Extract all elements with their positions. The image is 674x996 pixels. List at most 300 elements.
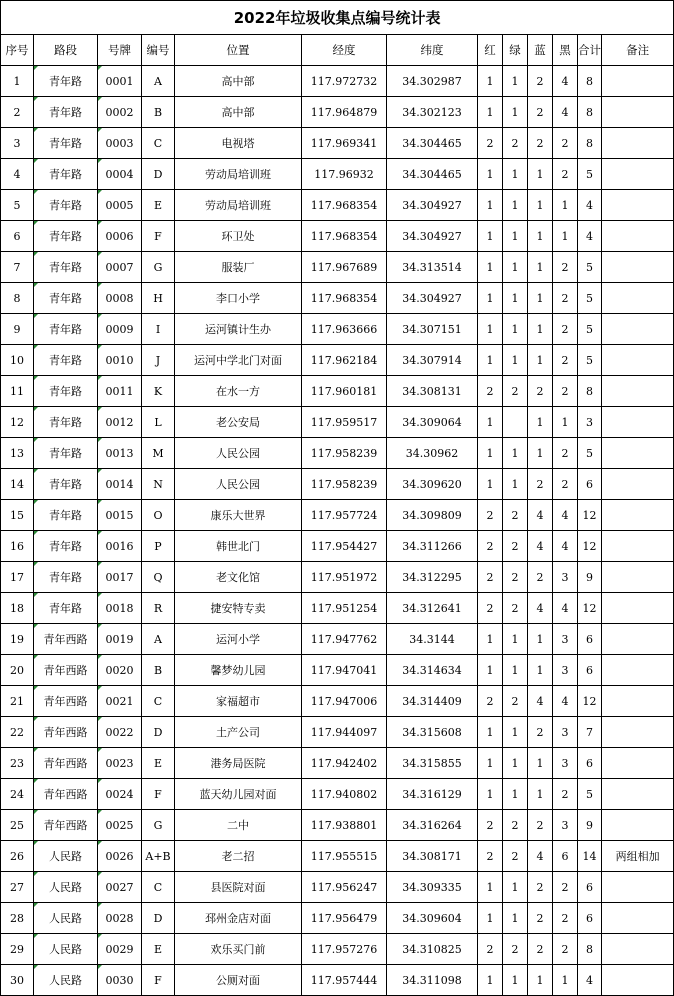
black-count-cell: 3 xyxy=(553,748,578,779)
green-count-cell: 1 xyxy=(503,66,528,97)
road-cell: 人民路 xyxy=(34,872,98,903)
road-cell: 青年路 xyxy=(34,66,98,97)
code-cell: F xyxy=(142,779,175,810)
total-cell: 4 xyxy=(578,221,602,252)
plate-cell: 0001 xyxy=(98,66,142,97)
latitude-cell: 34.315608 xyxy=(387,717,478,748)
col-seq-header: 序号 xyxy=(1,35,34,66)
latitude-cell: 34.312641 xyxy=(387,593,478,624)
table-row xyxy=(1,562,674,593)
latitude-cell: 34.302123 xyxy=(387,97,478,128)
seq-cell: 11 xyxy=(1,376,34,407)
location-cell: 高中部 xyxy=(175,66,302,97)
longitude-cell: 117.963666 xyxy=(302,314,387,345)
road-cell: 青年西路 xyxy=(34,779,98,810)
location-cell: 二中 xyxy=(175,810,302,841)
blue-count-cell: 1 xyxy=(528,221,553,252)
latitude-cell: 34.311098 xyxy=(387,965,478,996)
code-cell: G xyxy=(142,252,175,283)
latitude-cell: 34.313514 xyxy=(387,252,478,283)
green-count-cell: 2 xyxy=(503,841,528,872)
road-cell: 人民路 xyxy=(34,934,98,965)
longitude-cell: 117.958239 xyxy=(302,469,387,500)
plate-cell: 0024 xyxy=(98,779,142,810)
plate-cell: 0015 xyxy=(98,500,142,531)
total-cell: 9 xyxy=(578,562,602,593)
red-count-cell: 1 xyxy=(478,283,503,314)
road-cell: 人民路 xyxy=(34,965,98,996)
green-count-cell: 2 xyxy=(503,810,528,841)
table-row xyxy=(1,283,674,314)
table-row xyxy=(1,469,674,500)
black-count-cell: 2 xyxy=(553,872,578,903)
table-row xyxy=(1,190,674,221)
latitude-cell: 34.315855 xyxy=(387,748,478,779)
plate-cell: 0022 xyxy=(98,717,142,748)
longitude-cell: 117.964879 xyxy=(302,97,387,128)
table-row xyxy=(1,841,674,872)
road-cell: 青年路 xyxy=(34,314,98,345)
location-cell: 人民公园 xyxy=(175,469,302,500)
black-count-cell: 1 xyxy=(553,965,578,996)
black-count-cell: 2 xyxy=(553,128,578,159)
longitude-cell: 117.957444 xyxy=(302,965,387,996)
seq-cell: 15 xyxy=(1,500,34,531)
seq-cell: 30 xyxy=(1,965,34,996)
red-count-cell: 1 xyxy=(478,717,503,748)
remark-cell xyxy=(602,438,674,469)
code-cell: K xyxy=(142,376,175,407)
latitude-cell: 34.302987 xyxy=(387,66,478,97)
seq-cell: 19 xyxy=(1,624,34,655)
seq-cell: 4 xyxy=(1,159,34,190)
total-cell: 8 xyxy=(578,97,602,128)
black-count-cell: 4 xyxy=(553,531,578,562)
green-count-cell xyxy=(503,407,528,438)
total-cell: 7 xyxy=(578,717,602,748)
red-count-cell: 1 xyxy=(478,438,503,469)
plate-cell: 0027 xyxy=(98,872,142,903)
total-cell: 14 xyxy=(578,841,602,872)
seq-cell: 20 xyxy=(1,655,34,686)
code-cell: E xyxy=(142,748,175,779)
blue-count-cell: 4 xyxy=(528,841,553,872)
red-count-cell: 2 xyxy=(478,562,503,593)
blue-count-cell: 1 xyxy=(528,438,553,469)
plate-cell: 0016 xyxy=(98,531,142,562)
remark-cell xyxy=(602,748,674,779)
seq-cell: 7 xyxy=(1,252,34,283)
plate-cell: 0014 xyxy=(98,469,142,500)
green-count-cell: 1 xyxy=(503,221,528,252)
plate-cell: 0019 xyxy=(98,624,142,655)
code-cell: C xyxy=(142,128,175,159)
location-cell: 馨梦幼儿园 xyxy=(175,655,302,686)
col-total-header: 合计 xyxy=(578,35,602,66)
road-cell: 青年路 xyxy=(34,97,98,128)
total-cell: 8 xyxy=(578,128,602,159)
green-count-cell: 1 xyxy=(503,779,528,810)
location-cell: 运河镇计生办 xyxy=(175,314,302,345)
blue-count-cell: 4 xyxy=(528,500,553,531)
latitude-cell: 34.30962 xyxy=(387,438,478,469)
green-count-cell: 1 xyxy=(503,283,528,314)
road-cell: 青年路 xyxy=(34,345,98,376)
remark-cell xyxy=(602,779,674,810)
green-count-cell: 1 xyxy=(503,252,528,283)
table-row xyxy=(1,872,674,903)
plate-cell: 0004 xyxy=(98,159,142,190)
seq-cell: 8 xyxy=(1,283,34,314)
blue-count-cell: 1 xyxy=(528,779,553,810)
plate-cell: 0006 xyxy=(98,221,142,252)
location-cell: 韩世北门 xyxy=(175,531,302,562)
total-cell: 6 xyxy=(578,655,602,686)
table-row xyxy=(1,66,674,97)
green-count-cell: 1 xyxy=(503,314,528,345)
blue-count-cell: 2 xyxy=(528,717,553,748)
longitude-cell: 117.944097 xyxy=(302,717,387,748)
plate-cell: 0029 xyxy=(98,934,142,965)
road-cell: 青年路 xyxy=(34,128,98,159)
latitude-cell: 34.307914 xyxy=(387,345,478,376)
latitude-cell: 34.304927 xyxy=(387,221,478,252)
black-count-cell: 4 xyxy=(553,686,578,717)
location-cell: 捷安特专卖 xyxy=(175,593,302,624)
blue-count-cell: 2 xyxy=(528,97,553,128)
remark-cell xyxy=(602,97,674,128)
remark-cell xyxy=(602,655,674,686)
seq-cell: 18 xyxy=(1,593,34,624)
blue-count-cell: 1 xyxy=(528,624,553,655)
road-cell: 青年西路 xyxy=(34,624,98,655)
location-cell: 服装厂 xyxy=(175,252,302,283)
latitude-cell: 34.308131 xyxy=(387,376,478,407)
remark-cell xyxy=(602,252,674,283)
table-row xyxy=(1,810,674,841)
longitude-cell: 117.96932 xyxy=(302,159,387,190)
latitude-cell: 34.304465 xyxy=(387,159,478,190)
location-cell: 人民公园 xyxy=(175,438,302,469)
longitude-cell: 117.960181 xyxy=(302,376,387,407)
blue-count-cell: 1 xyxy=(528,190,553,221)
col-plate-header: 号牌 xyxy=(98,35,142,66)
total-cell: 12 xyxy=(578,531,602,562)
latitude-cell: 34.309604 xyxy=(387,903,478,934)
latitude-cell: 34.304927 xyxy=(387,190,478,221)
longitude-cell: 117.972732 xyxy=(302,66,387,97)
total-cell: 5 xyxy=(578,438,602,469)
green-count-cell: 2 xyxy=(503,593,528,624)
plate-cell: 0017 xyxy=(98,562,142,593)
road-cell: 青年西路 xyxy=(34,655,98,686)
green-count-cell: 1 xyxy=(503,748,528,779)
table-row xyxy=(1,97,674,128)
remark-cell xyxy=(602,531,674,562)
total-cell: 5 xyxy=(578,252,602,283)
table-row xyxy=(1,655,674,686)
location-cell: 环卫处 xyxy=(175,221,302,252)
table-row xyxy=(1,376,674,407)
location-cell: 县医院对面 xyxy=(175,872,302,903)
plate-cell: 0018 xyxy=(98,593,142,624)
green-count-cell: 1 xyxy=(503,97,528,128)
longitude-cell: 117.957276 xyxy=(302,934,387,965)
location-cell: 劳动局培训班 xyxy=(175,190,302,221)
red-count-cell: 1 xyxy=(478,407,503,438)
latitude-cell: 34.3144 xyxy=(387,624,478,655)
seq-cell: 3 xyxy=(1,128,34,159)
longitude-cell: 117.958239 xyxy=(302,438,387,469)
red-count-cell: 2 xyxy=(478,593,503,624)
table-row xyxy=(1,531,674,562)
black-count-cell: 2 xyxy=(553,376,578,407)
location-cell: 公厕对面 xyxy=(175,965,302,996)
remark-cell xyxy=(602,66,674,97)
code-cell: M xyxy=(142,438,175,469)
total-cell: 5 xyxy=(578,345,602,376)
road-cell: 青年路 xyxy=(34,159,98,190)
latitude-cell: 34.314634 xyxy=(387,655,478,686)
total-cell: 8 xyxy=(578,934,602,965)
blue-count-cell: 4 xyxy=(528,593,553,624)
longitude-cell: 117.969341 xyxy=(302,128,387,159)
longitude-cell: 117.967689 xyxy=(302,252,387,283)
road-cell: 青年路 xyxy=(34,190,98,221)
remark-cell xyxy=(602,593,674,624)
longitude-cell: 117.951972 xyxy=(302,562,387,593)
black-count-cell: 2 xyxy=(553,314,578,345)
black-count-cell: 4 xyxy=(553,97,578,128)
longitude-cell: 117.942402 xyxy=(302,748,387,779)
total-cell: 5 xyxy=(578,314,602,345)
total-cell: 8 xyxy=(578,376,602,407)
code-cell: A xyxy=(142,66,175,97)
code-cell: L xyxy=(142,407,175,438)
seq-cell: 24 xyxy=(1,779,34,810)
red-count-cell: 2 xyxy=(478,531,503,562)
black-count-cell: 4 xyxy=(553,500,578,531)
blue-count-cell: 2 xyxy=(528,128,553,159)
road-cell: 青年路 xyxy=(34,221,98,252)
total-cell: 4 xyxy=(578,190,602,221)
location-cell: 劳动局培训班 xyxy=(175,159,302,190)
road-cell: 青年路 xyxy=(34,562,98,593)
code-cell: G xyxy=(142,810,175,841)
green-count-cell: 2 xyxy=(503,128,528,159)
road-cell: 青年路 xyxy=(34,531,98,562)
seq-cell: 16 xyxy=(1,531,34,562)
latitude-cell: 34.311266 xyxy=(387,531,478,562)
remark-cell xyxy=(602,872,674,903)
col-black-header: 黑 xyxy=(553,35,578,66)
total-cell: 5 xyxy=(578,283,602,314)
remark-cell xyxy=(602,407,674,438)
total-cell: 6 xyxy=(578,748,602,779)
code-cell: D xyxy=(142,903,175,934)
green-count-cell: 1 xyxy=(503,469,528,500)
remark-cell xyxy=(602,810,674,841)
seq-cell: 23 xyxy=(1,748,34,779)
plate-cell: 0007 xyxy=(98,252,142,283)
total-cell: 12 xyxy=(578,593,602,624)
location-cell: 康乐大世界 xyxy=(175,500,302,531)
total-cell: 6 xyxy=(578,624,602,655)
red-count-cell: 1 xyxy=(478,345,503,376)
blue-count-cell: 1 xyxy=(528,345,553,376)
longitude-cell: 117.947006 xyxy=(302,686,387,717)
seq-cell: 9 xyxy=(1,314,34,345)
table-row xyxy=(1,686,674,717)
col-latitude-header: 纬度 xyxy=(387,35,478,66)
longitude-cell: 117.959517 xyxy=(302,407,387,438)
plate-cell: 0026 xyxy=(98,841,142,872)
black-count-cell: 2 xyxy=(553,469,578,500)
black-count-cell: 2 xyxy=(553,345,578,376)
latitude-cell: 34.307151 xyxy=(387,314,478,345)
remark-cell xyxy=(602,376,674,407)
code-cell: E xyxy=(142,190,175,221)
plate-cell: 0030 xyxy=(98,965,142,996)
black-count-cell: 1 xyxy=(553,407,578,438)
green-count-cell: 1 xyxy=(503,717,528,748)
black-count-cell: 1 xyxy=(553,221,578,252)
seq-cell: 25 xyxy=(1,810,34,841)
location-cell: 蓝天幼儿园对面 xyxy=(175,779,302,810)
black-count-cell: 3 xyxy=(553,717,578,748)
longitude-cell: 117.956479 xyxy=(302,903,387,934)
road-cell: 青年路 xyxy=(34,283,98,314)
red-count-cell: 1 xyxy=(478,66,503,97)
black-count-cell: 2 xyxy=(553,934,578,965)
location-cell: 运河中学北门对面 xyxy=(175,345,302,376)
seq-cell: 5 xyxy=(1,190,34,221)
col-remark-header: 备注 xyxy=(602,35,674,66)
black-count-cell: 3 xyxy=(553,624,578,655)
red-count-cell: 1 xyxy=(478,469,503,500)
green-count-cell: 1 xyxy=(503,903,528,934)
blue-count-cell: 2 xyxy=(528,469,553,500)
seq-cell: 26 xyxy=(1,841,34,872)
table-row xyxy=(1,965,674,996)
longitude-cell: 117.947041 xyxy=(302,655,387,686)
red-count-cell: 1 xyxy=(478,624,503,655)
plate-cell: 0020 xyxy=(98,655,142,686)
blue-count-cell: 4 xyxy=(528,531,553,562)
header-row xyxy=(1,35,674,66)
latitude-cell: 34.312295 xyxy=(387,562,478,593)
remark-cell xyxy=(602,221,674,252)
red-count-cell: 1 xyxy=(478,655,503,686)
black-count-cell: 4 xyxy=(553,66,578,97)
remark-cell xyxy=(602,965,674,996)
latitude-cell: 34.309809 xyxy=(387,500,478,531)
red-count-cell: 2 xyxy=(478,934,503,965)
seq-cell: 13 xyxy=(1,438,34,469)
red-count-cell: 2 xyxy=(478,810,503,841)
table-row xyxy=(1,593,674,624)
code-cell: D xyxy=(142,717,175,748)
blue-count-cell: 1 xyxy=(528,407,553,438)
table-row xyxy=(1,345,674,376)
red-count-cell: 1 xyxy=(478,190,503,221)
longitude-cell: 117.957724 xyxy=(302,500,387,531)
seq-cell: 10 xyxy=(1,345,34,376)
location-cell: 欢乐买门前 xyxy=(175,934,302,965)
green-count-cell: 2 xyxy=(503,562,528,593)
plate-cell: 0005 xyxy=(98,190,142,221)
latitude-cell: 34.314409 xyxy=(387,686,478,717)
blue-count-cell: 1 xyxy=(528,655,553,686)
longitude-cell: 117.968354 xyxy=(302,190,387,221)
code-cell: C xyxy=(142,872,175,903)
black-count-cell: 2 xyxy=(553,779,578,810)
red-count-cell: 2 xyxy=(478,686,503,717)
table-row xyxy=(1,252,674,283)
blue-count-cell: 4 xyxy=(528,686,553,717)
black-count-cell: 6 xyxy=(553,841,578,872)
table-row xyxy=(1,934,674,965)
remark-cell xyxy=(602,314,674,345)
total-cell: 3 xyxy=(578,407,602,438)
table-row xyxy=(1,624,674,655)
green-count-cell: 1 xyxy=(503,872,528,903)
green-count-cell: 1 xyxy=(503,345,528,376)
table-row xyxy=(1,717,674,748)
blue-count-cell: 2 xyxy=(528,66,553,97)
blue-count-cell: 2 xyxy=(528,376,553,407)
code-cell: P xyxy=(142,531,175,562)
latitude-cell: 34.304465 xyxy=(387,128,478,159)
green-count-cell: 1 xyxy=(503,190,528,221)
total-cell: 6 xyxy=(578,872,602,903)
blue-count-cell: 1 xyxy=(528,159,553,190)
table-row xyxy=(1,314,674,345)
total-cell: 12 xyxy=(578,686,602,717)
plate-cell: 0025 xyxy=(98,810,142,841)
seq-cell: 21 xyxy=(1,686,34,717)
remark-cell xyxy=(602,190,674,221)
blue-count-cell: 1 xyxy=(528,965,553,996)
green-count-cell: 2 xyxy=(503,934,528,965)
green-count-cell: 2 xyxy=(503,500,528,531)
latitude-cell: 34.304927 xyxy=(387,283,478,314)
road-cell: 青年西路 xyxy=(34,686,98,717)
remark-cell xyxy=(602,624,674,655)
code-cell: B xyxy=(142,655,175,686)
plate-cell: 0023 xyxy=(98,748,142,779)
seq-cell: 14 xyxy=(1,469,34,500)
green-count-cell: 1 xyxy=(503,159,528,190)
black-count-cell: 2 xyxy=(553,438,578,469)
location-cell: 高中部 xyxy=(175,97,302,128)
code-cell: D xyxy=(142,159,175,190)
green-count-cell: 2 xyxy=(503,531,528,562)
remark-cell xyxy=(602,903,674,934)
black-count-cell: 2 xyxy=(553,903,578,934)
remark-cell xyxy=(602,469,674,500)
table-row xyxy=(1,500,674,531)
road-cell: 青年西路 xyxy=(34,810,98,841)
latitude-cell: 34.316264 xyxy=(387,810,478,841)
road-cell: 青年路 xyxy=(34,500,98,531)
blue-count-cell: 2 xyxy=(528,934,553,965)
blue-count-cell: 1 xyxy=(528,252,553,283)
location-cell: 家福超市 xyxy=(175,686,302,717)
remark-cell xyxy=(602,159,674,190)
latitude-cell: 34.309620 xyxy=(387,469,478,500)
green-count-cell: 1 xyxy=(503,438,528,469)
